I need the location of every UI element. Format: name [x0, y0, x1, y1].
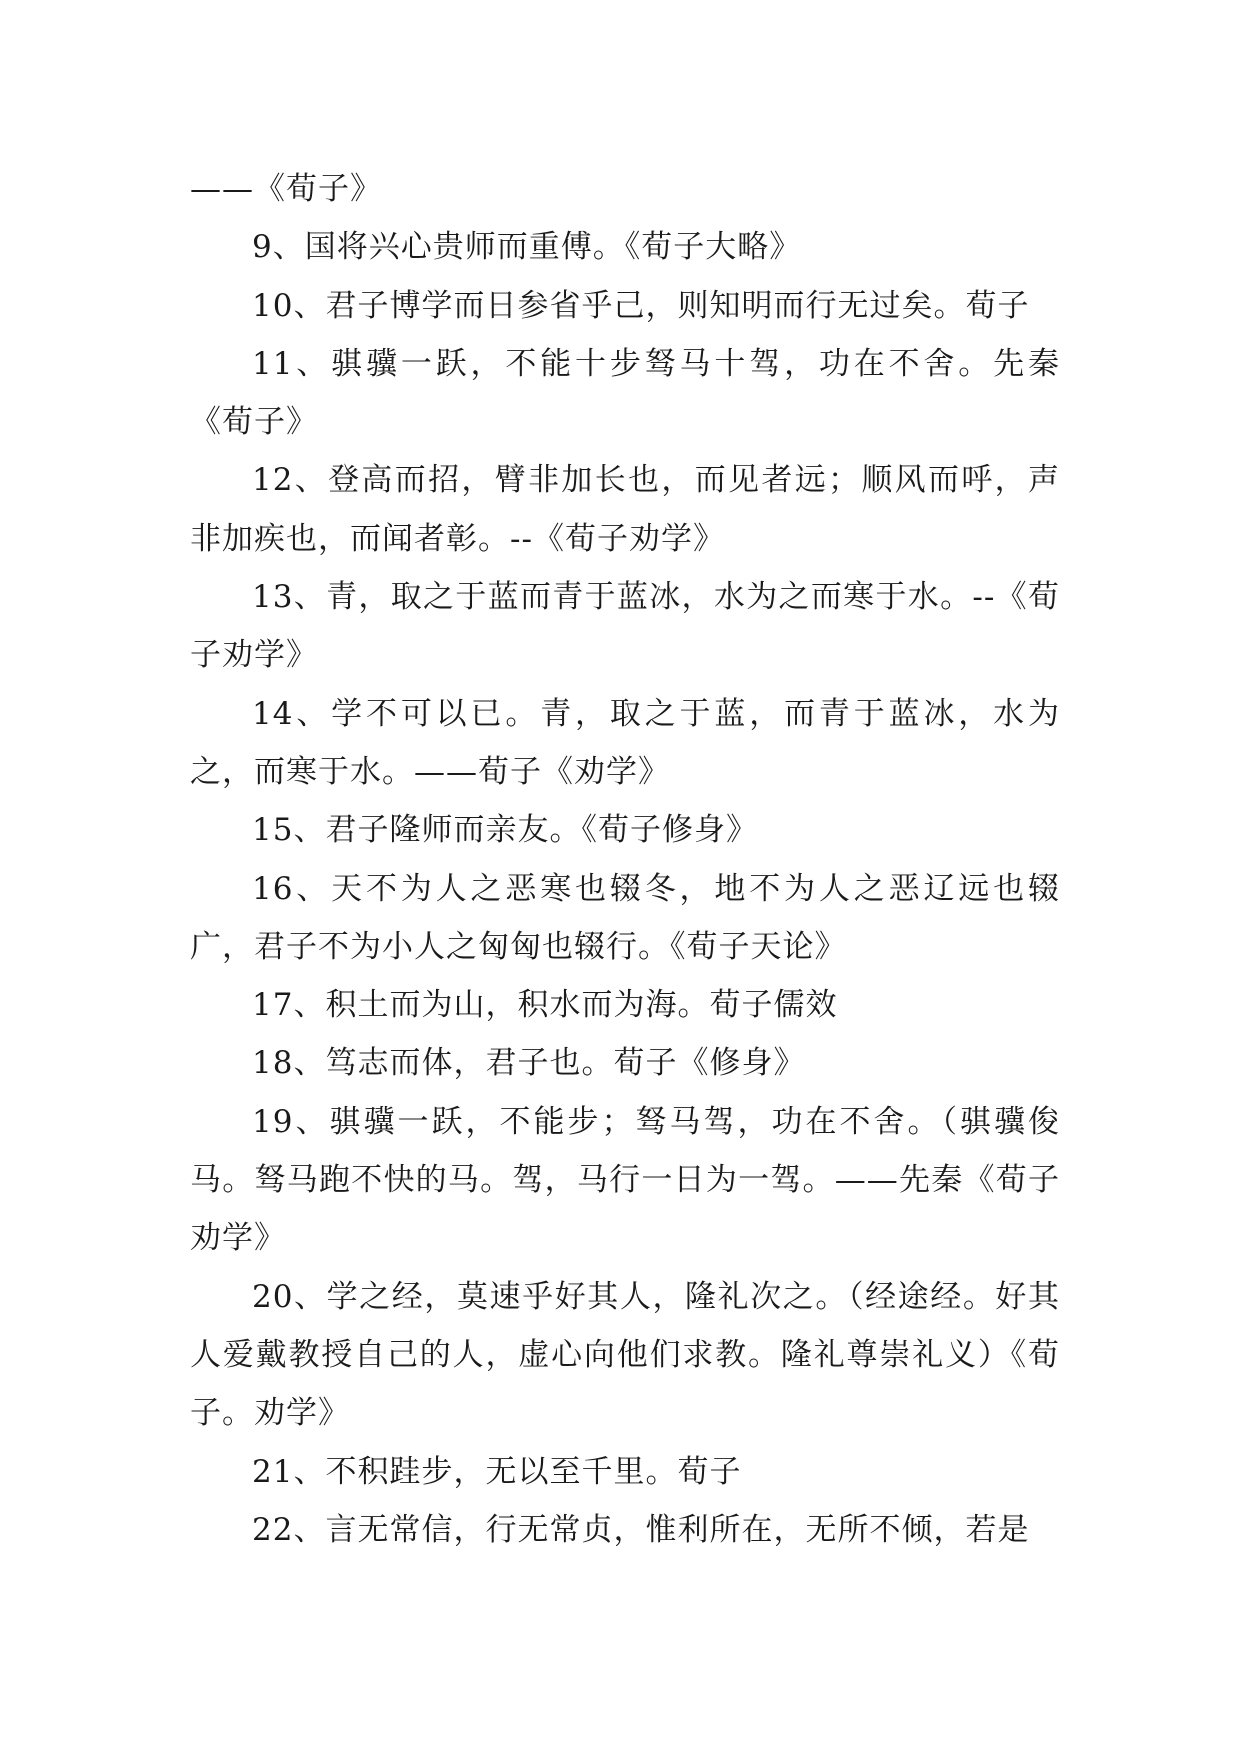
quote-13: 13、青，取之于蓝而青于蓝冰，水为之而寒于水。--《荀子劝学》: [190, 579, 1060, 674]
quote-18: 18、笃志而体，君子也。荀子《修身》: [252, 1045, 806, 1082]
quote-11: 11、骐骥一跃，不能十步驽马十驾，功在不舍。先秦《荀子》: [190, 345, 1060, 441]
quote-10: 10、君子博学而日参省乎己，则知明而行无过矣。荀子: [252, 287, 1030, 324]
quote-14: 14、学不可以已。青，取之于蓝，而青于蓝冰，水为之，而寒于水。——荀子《劝学》: [190, 695, 1060, 790]
document-body: [190, 160, 1060, 1559]
quote-9: 9、国将兴心贵师而重傅。《荀子大略》: [252, 229, 802, 266]
quote-20: 20、学之经，莫速乎好其人，隆礼次之。（经途经。好其人爱戴教授自己的人，虚心向他们求教。隆礼尊崇礼义）《荀子。劝学》: [190, 1278, 1060, 1432]
quote-15: 15、君子隆师而亲友。《荀子修身》: [252, 812, 758, 849]
quote-22: 22、言无常信，行无常贞，惟利所在，无所不倾，若是: [252, 1511, 1030, 1548]
quote-21: 21、不积跬步，无以至千里。荀子: [252, 1453, 742, 1490]
quote-19: 19、骐骥一跃，不能步；驽马驾，功在不舍。（骐骥俊马。驽马跑不快的马。驾，马行一日为一驾。——先秦《荀子劝学》: [190, 1103, 1060, 1257]
quote-12: 12、登高而招，臂非加长也，而见者远；顺风而呼，声非加疾也，而闻者彰。--《荀子劝学》: [190, 462, 1060, 557]
quote-17: 17、积土而为山，积水而为海。荀子儒效: [252, 987, 838, 1024]
quote-16: 16、天不为人之恶寒也辍冬，地不为人之恶辽远也辍广，君子不为小人之匈匈也辍行。《荀子天论》: [190, 870, 1060, 965]
quote-source-line: ——《荀子》: [190, 171, 382, 207]
